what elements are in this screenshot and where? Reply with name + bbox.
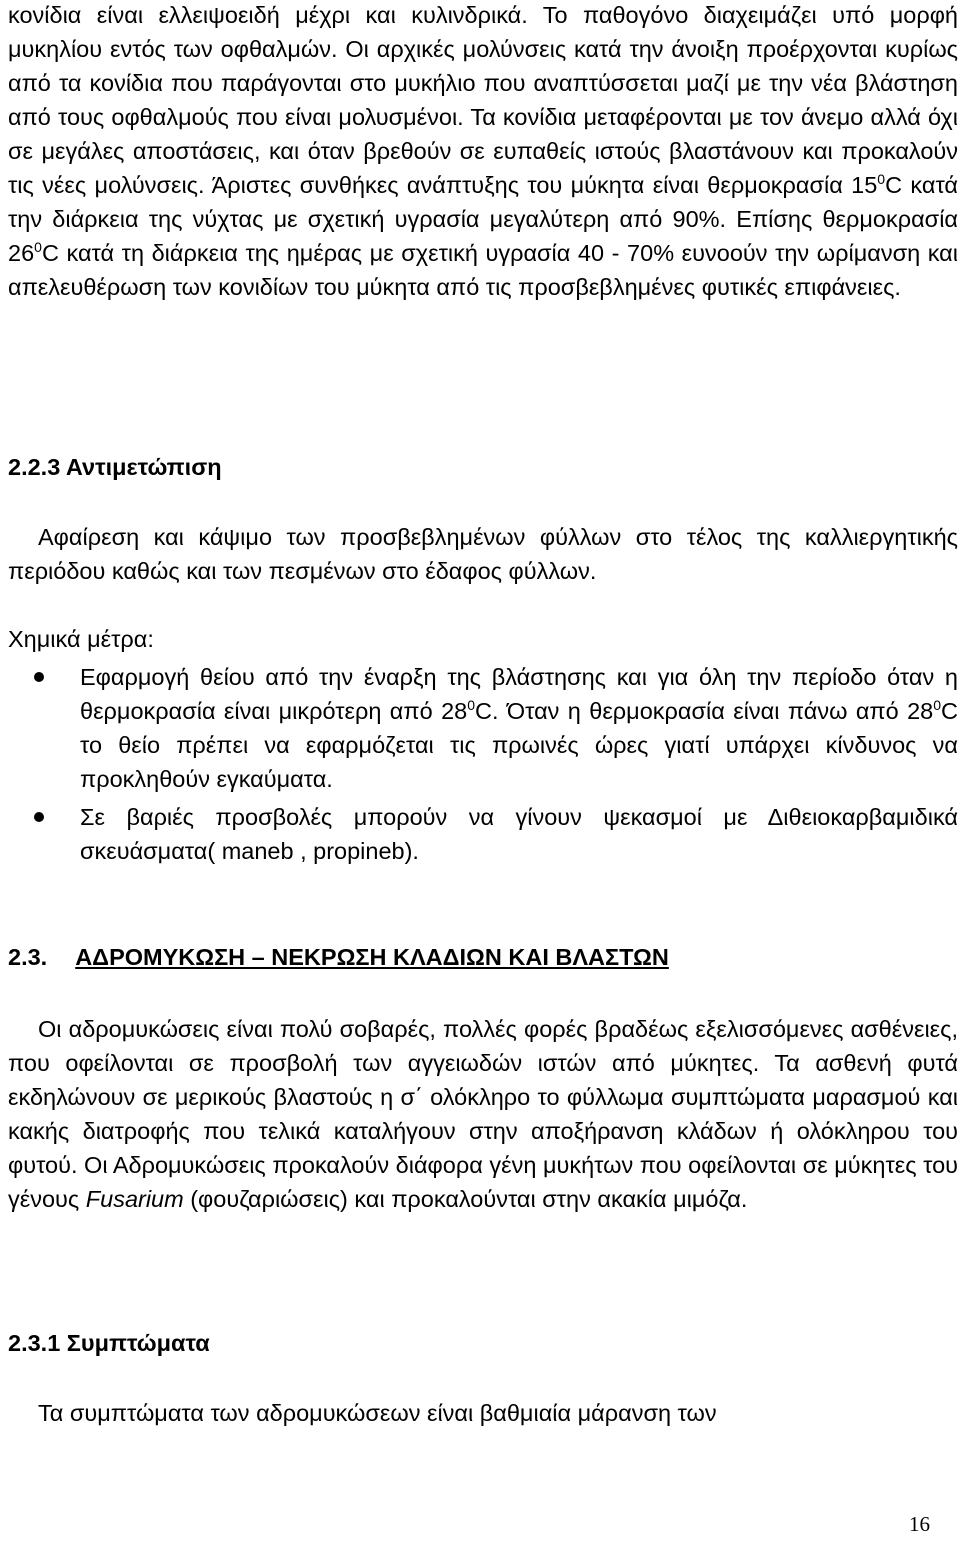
chemical-measures-label: Χημικά μέτρα:	[8, 626, 154, 652]
bullet-icon	[34, 812, 44, 822]
page-number: 16	[909, 1512, 930, 1536]
paragraph-conidia: κονίδια είναι ελλειψοειδή μέχρι και κυλινδρικά. Το παθογόνο διαχειμάζει υπό μορφή μυκηλίου εντός των οφθαλμών. Οι αρχικές μολύνσεις κατά την άνοιξη προέρχονται κυρίως από τα κονίδια που παράγονται στο μυκήλιο που αναπτύσσεται μαζί με την νέα βλάστηση από τους οφθαλμούς που είναι μολυσμένοι. Τα κονίδια μεταφέρονται με τον άνεμο αλλά όχι σε μεγάλες αποστάσεις, και όταν βρεθούν σε ευπαθείς ιστούς βλαστάνουν και προκαλούν τις νέες μολύνσεις. Άριστες συνθήκες ανάπτυξης του μύκητα είναι θερμοκρασία $15^0C$ κατά την διάρκεια της νύχτας με σχετική υγρασία μεγαλύτερη από 90%. Επίσης θερμοκρασία $26^0C$ κατά τη διάρκεια της ημέρας με σχετική υγρασία 40 - 70% ευνοούν την ωρίμανση και απελευθέρωση των κονιδίων του μύκητα από τις προσβεβλημένες φυτικές επιφάνειες.	[8, 2, 958, 300]
paragraph-vascular-wilts: Οι αδρομυκώσεις είναι πολύ σοβαρές, πολλές φορές βραδέως εξελισσόμενες ασθένειες, που οφείλονται σε προσβολή των αγγειωδών ιστών από μύκητες. Τα ασθενή φυτά εκδηλώνουν σε μερικούς βλαστούς η σ΄ ολόκληρο το φύλλωμα συμπτώματα μαρασμού και κακής διατροφής που τελικά καταλήγουν στην αποξήρανση κλάδων ή ολόκληρου του φυτού. Οι Αδρομυκώσεις προκαλούν διάφορα γένη μυκήτων που οφείλονται σε μύκητες του γένους Fusarium (φουζαριώσεις) και προκαλούνται στην ακακία μιμόζα.	[8, 1016, 958, 1212]
list-item: Εφαρμογή θείου από την έναρξη της βλάστησης και για όλη την περίοδο όταν η θερμοκρασία είναι μικρότερη από $28^0C$. Όταν η θερμοκρασία είναι πάνω από $28^0C$ το θείο πρέπει να εφαρμόζεται τις πρωινές ώρες γιατί υπάρχει κίνδυνος να προκληθούν εγκαύματα.	[8, 660, 958, 796]
bullet-icon	[34, 672, 44, 682]
list-item: Σε βαριές προσβολές μπορούν να γίνουν ψεκασμοί με Διθειοκαρβαμιδικά σκευάσματα( maneb , propineb).	[8, 800, 958, 868]
chemical-measures-list	[8, 660, 958, 868]
paragraph-removal: Αφαίρεση και κάψιμο των προσβεβλημένων φύλλων στο τέλος της καλλιεργητικής περιόδου καθώς και των πεσμένων στο έδαφος φύλλων.	[8, 524, 958, 584]
section-heading-2-3-1: 2.3.1 Συμπτώματα	[8, 1330, 210, 1356]
section-heading-2-3: 2.3. ΑΔΡΟΜΥΚΩΣΗ – ΝΕΚΡΩΣΗ ΚΛΑΔΙΩΝ ΚΑΙ ΒΛΑΣΤΩΝ	[8, 944, 669, 970]
section-heading-2-2-3: 2.2.3 Αντιμετώπιση	[8, 454, 222, 480]
paragraph-symptoms: Τα συμπτώματα των αδρομυκώσεων είναι βαθμιαία μάρανση των	[38, 1400, 717, 1426]
